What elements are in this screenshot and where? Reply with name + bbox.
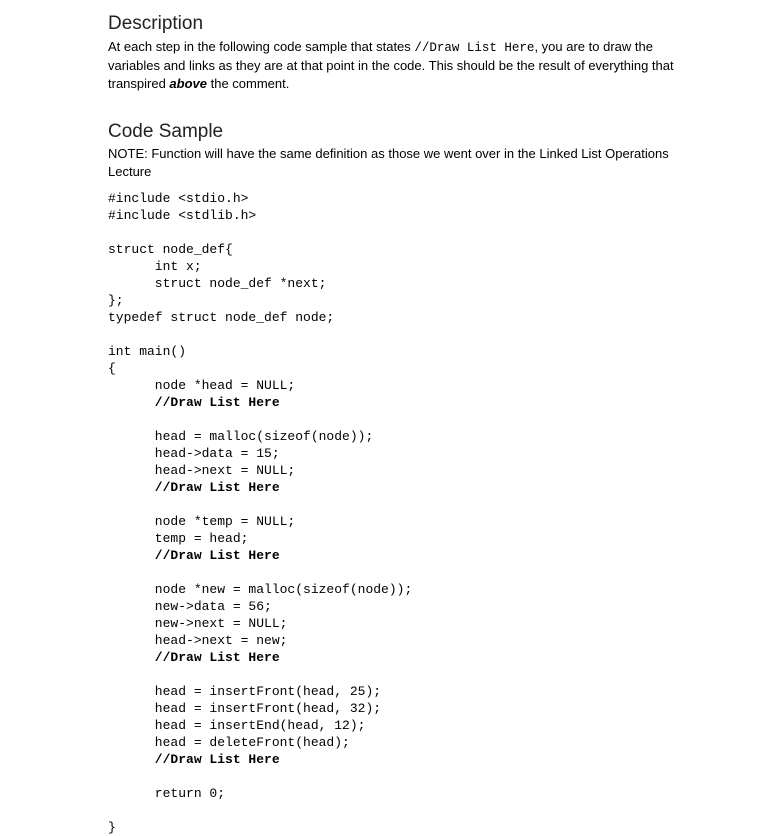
- code-line: temp = head;: [108, 531, 249, 546]
- draw-list-comment: //Draw List Here: [108, 752, 280, 767]
- code-line: new->next = NULL;: [108, 616, 288, 631]
- code-sample-heading: Code Sample: [108, 121, 224, 142]
- code-line: [108, 564, 412, 581]
- draw-list-comment: //Draw List Here: [108, 548, 280, 563]
- draw-list-comment: //Draw List Here: [108, 395, 280, 410]
- description-text-middle: , you are to draw the variables and links as they are at that point in the code. This should be the result of everything that transpired: [108, 39, 674, 91]
- code-line: node *temp = NULL;: [108, 514, 296, 529]
- code-line: head = deleteFront(head);: [108, 735, 350, 750]
- code-line: typedef struct node_def node;: [108, 310, 335, 325]
- code-line: [108, 768, 412, 785]
- code-line: struct node_def *next;: [108, 276, 327, 291]
- code-line: struct node_def{: [108, 242, 233, 257]
- code-line: head = insertEnd(head, 12);: [108, 718, 366, 733]
- code-line: }: [108, 820, 116, 835]
- code-line: };: [108, 293, 124, 308]
- code-line: node *head = NULL;: [108, 378, 296, 393]
- code-line: head->next = new;: [108, 633, 288, 648]
- code-line: head = malloc(sizeof(node));: [108, 429, 374, 444]
- code-sample-note: NOTE: Function will have the same definition as those we went over in the Linked List Operations Lecture: [108, 146, 669, 179]
- code-line: head->next = NULL;: [108, 463, 296, 478]
- code-line: head = insertFront(head, 32);: [108, 701, 382, 716]
- code-line: #include <stdio.h>: [108, 191, 249, 206]
- code-line: [108, 411, 412, 428]
- code-line: return 0;: [108, 786, 226, 801]
- code-line: node *new = malloc(sizeof(node));: [108, 582, 413, 597]
- description-text-after: the comment.: [207, 76, 290, 91]
- code-line: [108, 326, 412, 343]
- code-line: {: [108, 361, 116, 376]
- code-block: [108, 190, 412, 836]
- description-text-before: At each step in the following code sample that states: [108, 39, 415, 54]
- description-inline-code: //Draw List Here: [414, 41, 535, 55]
- code-line: head->data = 15;: [108, 446, 280, 461]
- code-line: head = insertFront(head, 25);: [108, 684, 382, 699]
- description-heading: Description: [108, 13, 204, 34]
- description-paragraph: [108, 38, 698, 93]
- code-line: [108, 802, 412, 819]
- draw-list-comment: //Draw List Here: [108, 480, 280, 495]
- code-line: int x;: [108, 259, 202, 274]
- code-line: int main(): [108, 344, 187, 359]
- draw-list-comment: //Draw List Here: [108, 650, 280, 665]
- code-line: [108, 666, 412, 683]
- description-emphasis: above: [169, 76, 207, 91]
- code-line: #include <stdlib.h>: [108, 208, 257, 223]
- code-line: [108, 496, 412, 513]
- code-line: [108, 224, 412, 241]
- code-line: new->data = 56;: [108, 599, 272, 614]
